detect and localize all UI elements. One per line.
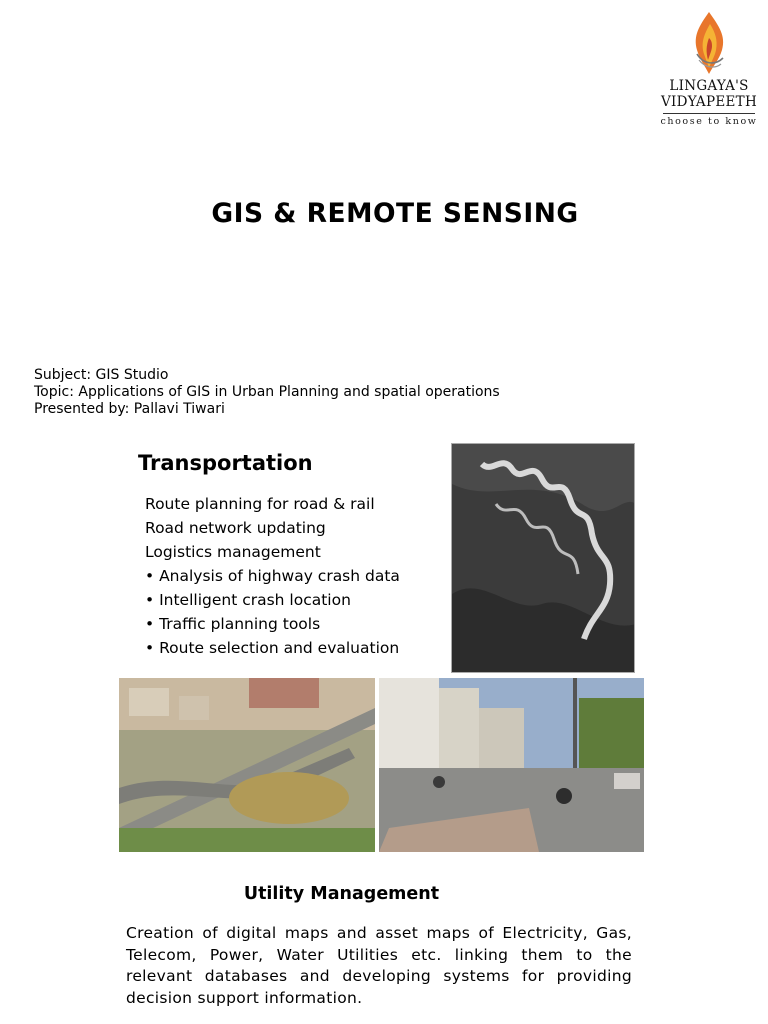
flame-icon <box>689 10 729 76</box>
logo-divider <box>663 113 755 114</box>
presentation-meta <box>34 367 500 418</box>
list-item: • Analysis of highway crash data <box>145 567 400 585</box>
flyover-photo <box>119 678 375 852</box>
presenter-line: Presented by: Pallavi Tiwari <box>34 401 225 417</box>
logo-tagline: choose to know <box>660 116 758 127</box>
institution-logo <box>655 10 763 132</box>
utility-description: Creation of digital maps and asset maps of Electricity, Gas, Telecom, Power, Water Utilities etc. linking them to the relevant databases and developing systems for providing decision support information. <box>126 924 632 1007</box>
list-item: • Traffic planning tools <box>145 615 321 633</box>
logo-brand-line1: LINGAYA'S <box>669 78 749 94</box>
street-photo <box>379 678 644 852</box>
subject-line: Subject: GIS Studio <box>34 367 169 383</box>
utility-heading: Utility Management <box>243 884 440 904</box>
transportation-heading: Transportation <box>138 451 313 475</box>
mountain-road-photo <box>451 443 635 673</box>
list-item: Road network updating <box>145 519 326 537</box>
list-item: • Route selection and evaluation <box>145 639 400 657</box>
page-title: GIS & REMOTE SENSING <box>211 198 579 229</box>
list-item: • Intelligent crash location <box>145 591 351 609</box>
list-item: Route planning for road & rail <box>145 495 375 513</box>
topic-line: Topic: Applications of GIS in Urban Planning and spatial operations <box>34 384 500 400</box>
transportation-list <box>145 492 400 660</box>
list-item: Logistics management <box>145 543 321 561</box>
logo-brand-line2: VIDYAPEETH <box>660 94 758 110</box>
